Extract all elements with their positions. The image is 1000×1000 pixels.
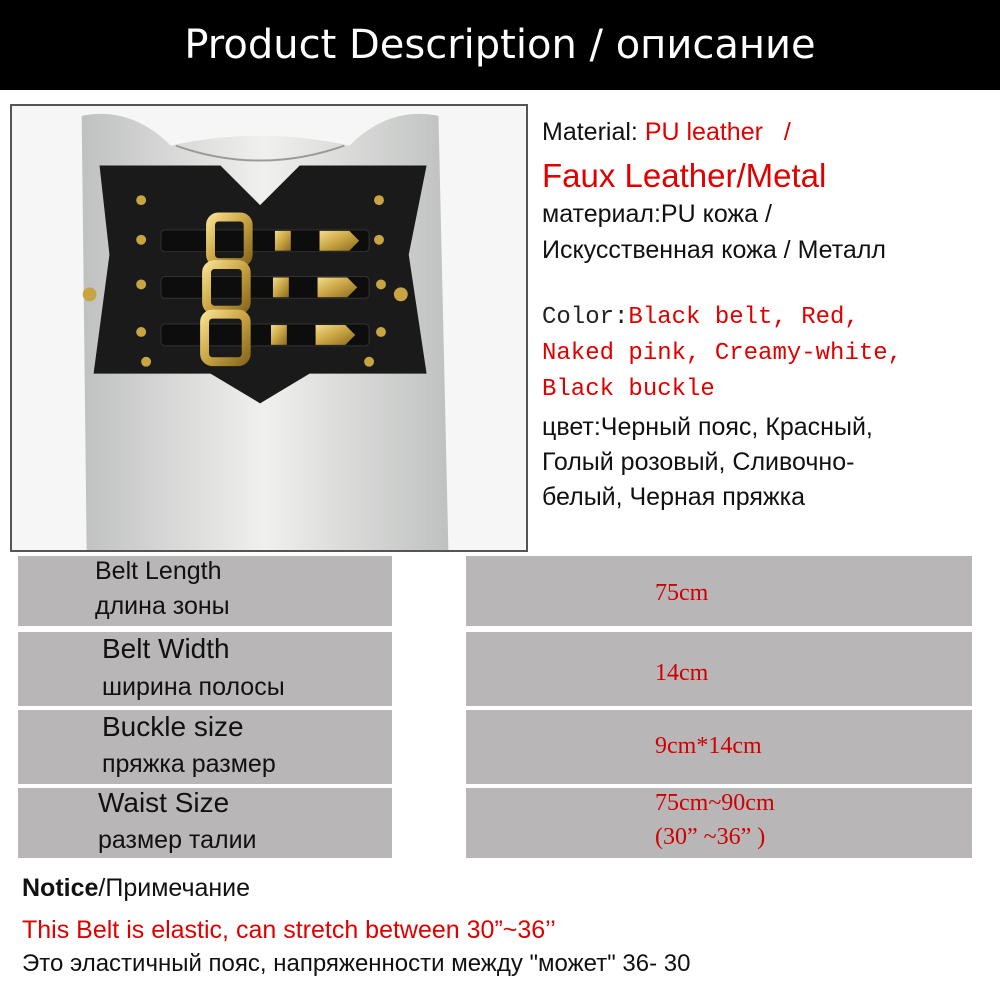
page-title: Product Description / описание xyxy=(184,22,816,68)
spec-label-en: Belt Width xyxy=(102,633,230,664)
material-slash: / xyxy=(783,118,791,146)
notice-title-ru: /Примечание xyxy=(98,874,251,902)
spec-label-ru: размер талии xyxy=(98,826,257,854)
color-ru-line3: белый, Черная пряжка xyxy=(542,483,806,511)
spec-value-cell-width xyxy=(466,632,972,706)
spec-value-secondary: (30” ~36” ) xyxy=(655,824,766,850)
spec-label-en: Buckle size xyxy=(102,711,244,742)
color-ru-line2: Голый розовый, Сливочно- xyxy=(542,448,855,476)
spec-value: 14cm xyxy=(655,660,709,686)
spec-value-cell-length xyxy=(466,556,972,626)
material-label: Material: xyxy=(542,118,645,146)
notice-line-ru: Это эластичный пояс, напряженности между "может" 36- 30 xyxy=(22,950,691,977)
spec-label-ru: ширина полосы xyxy=(102,673,285,701)
notice-line-en: This Belt is elastic, can stretch between 30”~36’’ xyxy=(22,916,556,944)
spec-label-ru: пряжка размер xyxy=(102,750,276,778)
material-line xyxy=(542,118,791,147)
color-line1 xyxy=(542,304,859,331)
spec-value: 75cm~90cm xyxy=(655,790,775,816)
color-ru-line1: цвет:Черный пояс, Красный, xyxy=(542,413,873,441)
color-value-line1: Black belt, Red, xyxy=(628,304,859,331)
notice-title: Notice xyxy=(22,874,99,902)
page-header xyxy=(0,0,1000,90)
spec-label-en: Waist Size xyxy=(98,787,230,818)
spec-value: 9cm*14cm xyxy=(655,733,762,759)
material-ru-line1: материал:PU кожа / xyxy=(542,200,772,228)
spec-label-ru: длина зоны xyxy=(95,592,230,620)
material-value-secondary: Faux Leather/Metal xyxy=(542,157,827,194)
color-value-line2: Naked pink, Creamy-white, xyxy=(542,340,903,367)
spec-value: 75cm xyxy=(655,580,709,606)
product-image xyxy=(10,104,528,552)
notice-heading xyxy=(22,874,250,903)
color-label: Color: xyxy=(542,304,629,331)
material-ru-line2: Искусственная кожа / Металл xyxy=(542,236,886,264)
spec-label-en: Belt Length xyxy=(95,557,222,585)
material-value: PU leather xyxy=(644,118,763,146)
belt-photo xyxy=(12,106,526,550)
color-value-line3: Black buckle xyxy=(542,376,715,403)
